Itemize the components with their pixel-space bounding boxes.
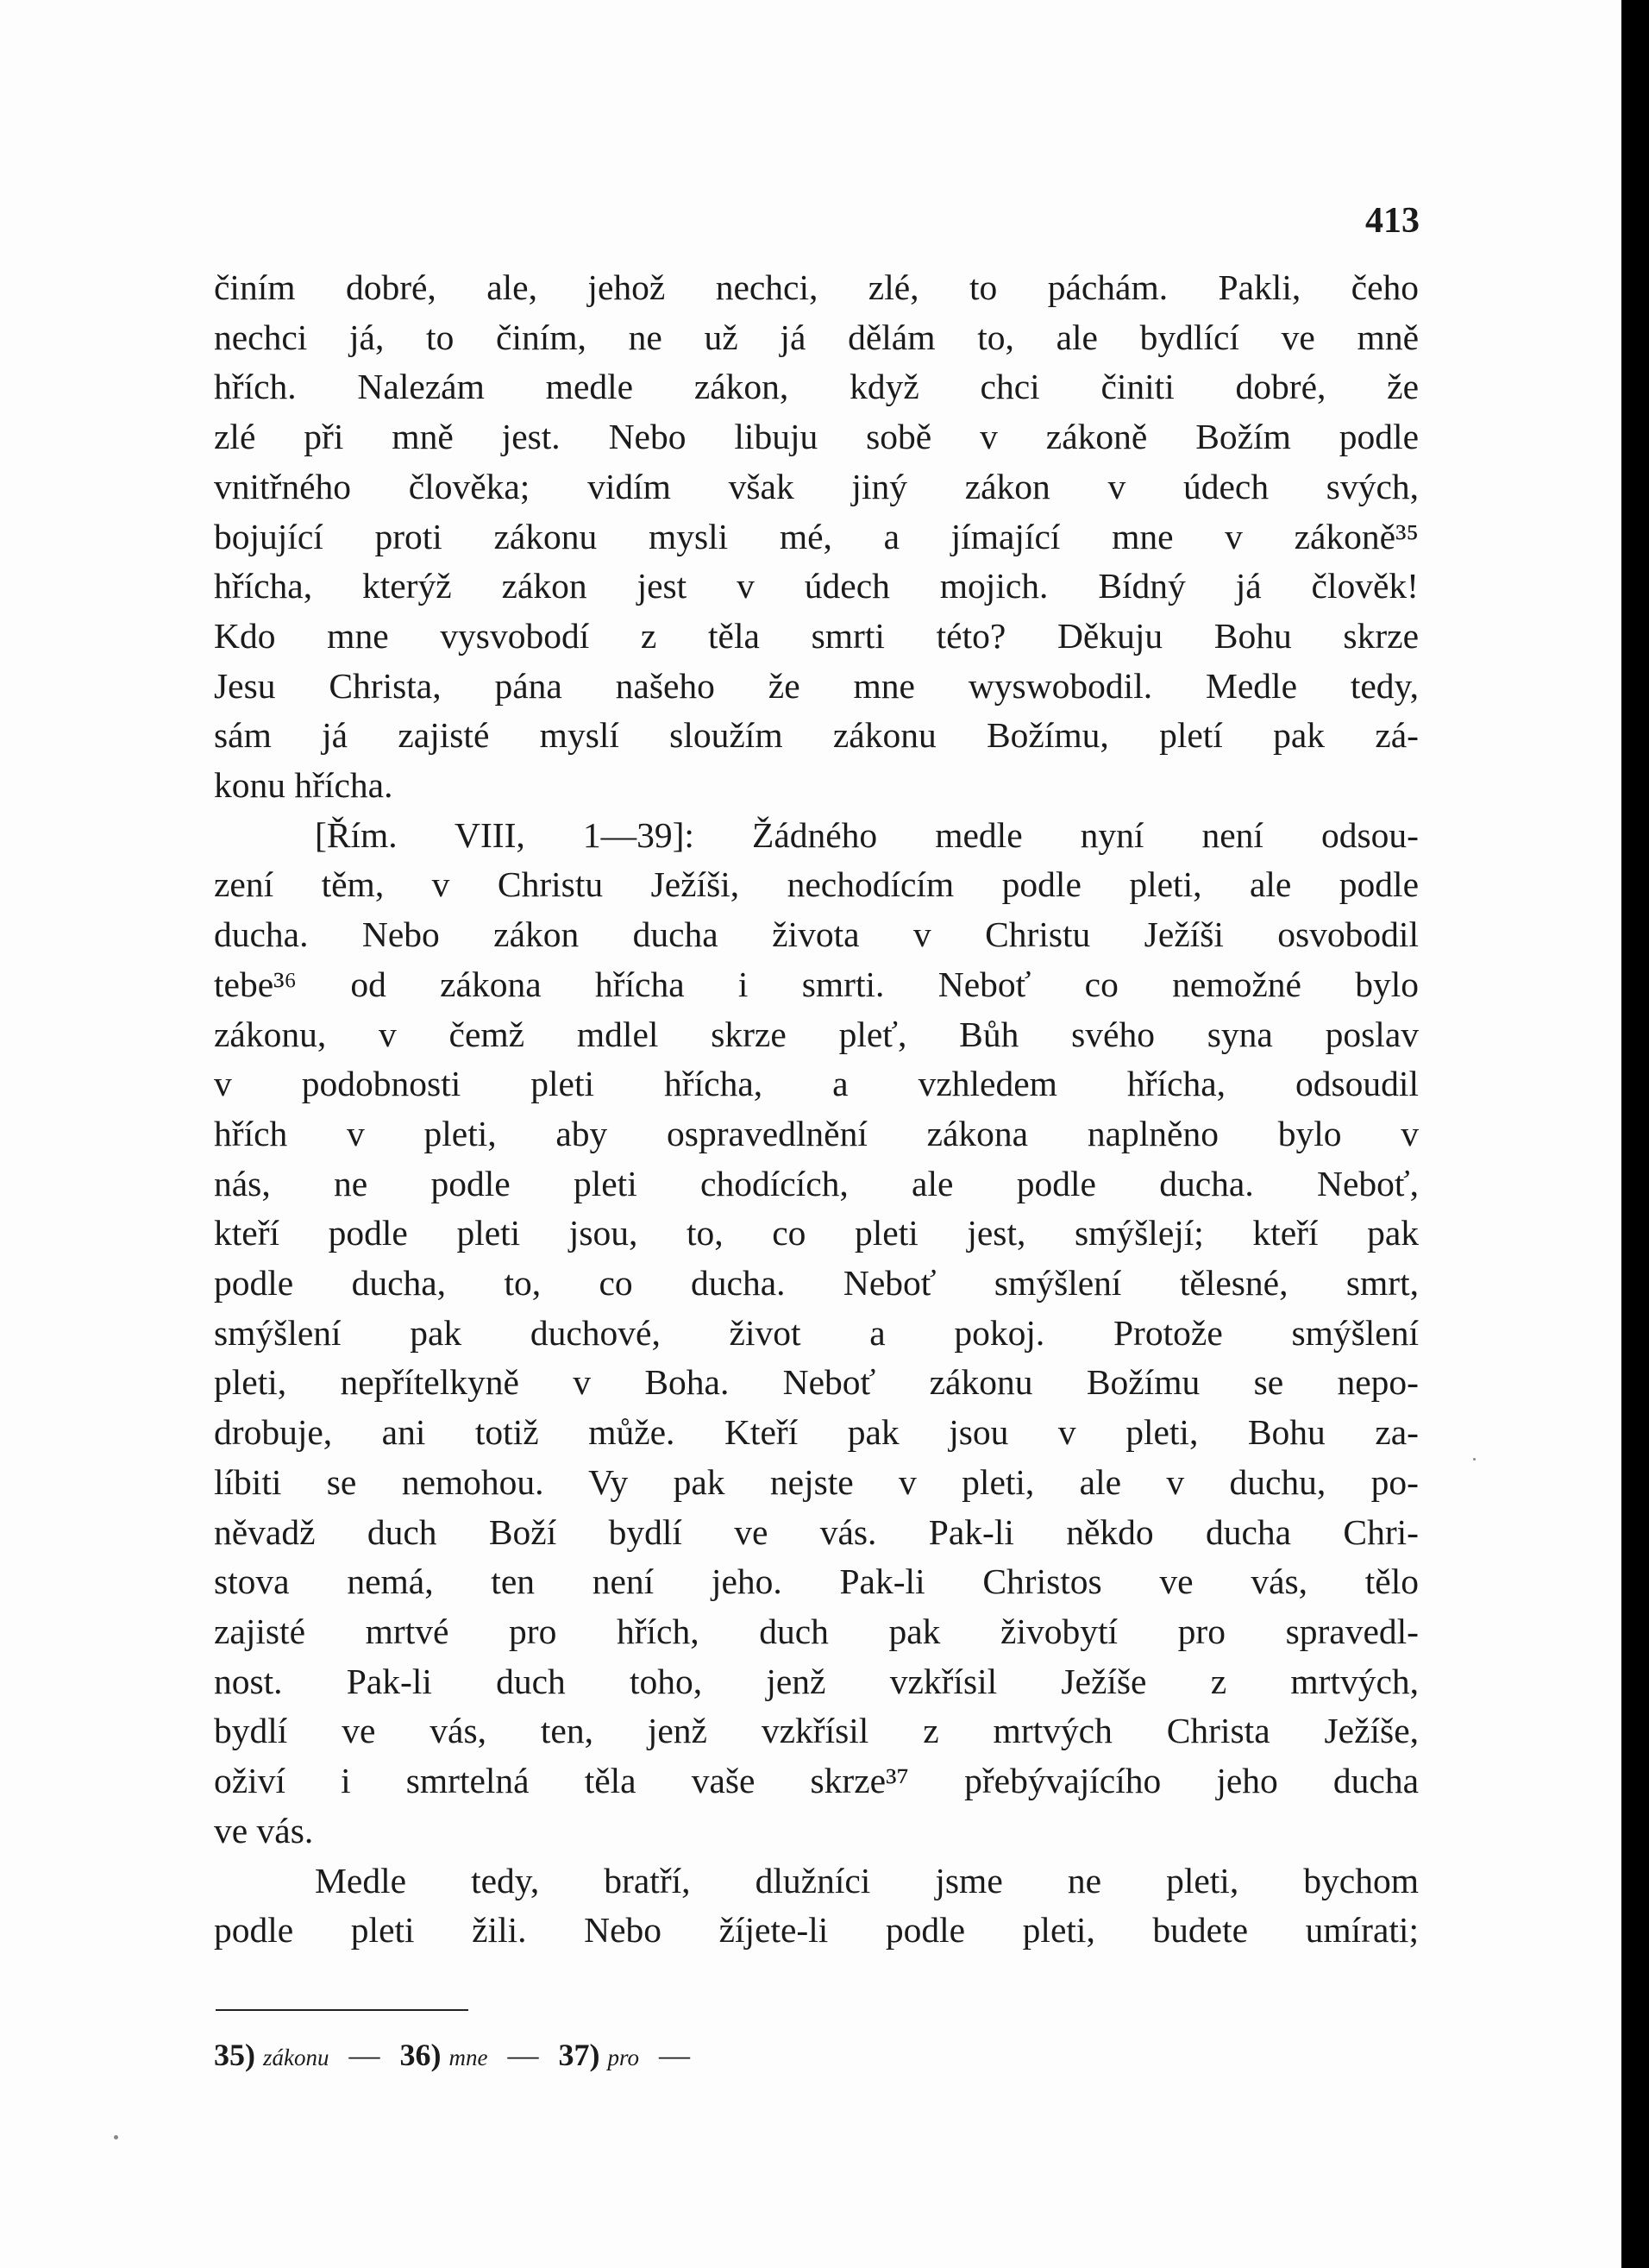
text-line: ducha. Nebo zákon ducha života v Christu Ježíši osvobodil: [214, 914, 1419, 955]
text-line: zajisté mrtvé pro hřích, duch pak živobytí pro spravedl-: [214, 1611, 1419, 1651]
text-line: bojující proti zákonu mysli mé, a jímající mne v zákoně³⁵: [214, 516, 1419, 556]
text-line: zení těm, v Christu Ježíši, nechodícím podle pleti, ale podle: [214, 864, 1419, 905]
footnote-dash: —: [348, 2038, 380, 2072]
footnote-number: 35): [214, 2038, 255, 2072]
text-line: Jesu Christa, pána našeho že mne wyswobodil. Medle tedy,: [214, 665, 1419, 706]
text-line: drobuje, ani totiž může. Kteří pak jsou v pleti, Bohu za-: [214, 1412, 1419, 1453]
text-line: podle ducha, to, co ducha. Neboť smýšlení tělesné, smrt,: [214, 1263, 1419, 1304]
text-line: líbiti se nemohou. Vy pak nejste v pleti, ale v duchu, po-: [214, 1461, 1419, 1502]
footnote-text: mne: [448, 2045, 488, 2070]
footnote-number: 36): [399, 2038, 442, 2072]
footnote-text: zákonu: [263, 2045, 329, 2070]
text-line: nechci já, to činím, ne už já dělám to, ale bydlící ve mně: [214, 317, 1419, 357]
text-line: pleti, nepřítelkyně v Boha. Neboť zákonu Božímu se nepo-: [214, 1362, 1419, 1403]
text-line: podle pleti žili. Nebo žíjete-li podle pleti, budete umírati;: [214, 1910, 1419, 1951]
footnotes: [214, 2034, 702, 2078]
text-line: smýšlení pak duchové, život a pokoj. Protože smýšlení: [214, 1312, 1419, 1353]
footnote-dash: —: [659, 2038, 690, 2072]
text-line: hřích v pleti, aby ospravedlnění zákona naplněno bylo v: [214, 1113, 1419, 1153]
text-line: ve vás.: [214, 1810, 314, 1850]
text-line: stova nemá, ten není jeho. Pak-li Christos ve vás, tělo: [214, 1561, 1419, 1602]
text-line: zlé při mně jest. Nebo libuju sobě v zákoně Božím podle: [214, 417, 1419, 457]
page-number: 413: [1365, 201, 1420, 241]
text-line: bydlí ve vás, ten, jenž vzkřísil z mrtvých Christa Ježíše,: [214, 1711, 1419, 1751]
footnote-divider: [216, 2009, 468, 2011]
text-line: zákonu, v čemž mdlel skrze pleť, Bůh svého syna poslav: [214, 1014, 1419, 1054]
body-text: [214, 263, 1419, 1956]
text-line: Medle tedy, bratří, dlužníci jsme ne pleti, bychom: [315, 1860, 1419, 1900]
text-line: kteří podle pleti jsou, to, co pleti jest, smýšlejí; kteří pak: [214, 1213, 1419, 1253]
footnote-dash: —: [507, 2038, 539, 2072]
text-line: [Řím. VIII, 1—39]: Žádného medle nyní není odsou-: [315, 814, 1419, 855]
paper-speck: [1473, 1458, 1476, 1461]
text-line: oživí i smrtelná těla vaše skrze³⁷ přebývajícího jeho ducha: [214, 1761, 1419, 1801]
paper-speck: [114, 2135, 118, 2139]
text-line: vnitřného člověka; vidím však jiný zákon v údech svých,: [214, 466, 1419, 506]
text-line: nás, ne podle pleti chodících, ale podle ducha. Neboť,: [214, 1163, 1419, 1203]
text-line: nost. Pak-li duch toho, jenž vzkřísil Ježíše z mrtvých,: [214, 1661, 1419, 1701]
text-line: konu hřícha.: [214, 765, 393, 806]
text-line: hřích. Nalezám medle zákon, když chci činiti dobré, že: [214, 367, 1419, 407]
footnote-text: pro: [607, 2045, 639, 2070]
text-line: hřícha, kterýž zákon jest v údech mojich. Bídný já člověk!: [214, 566, 1419, 606]
text-line: tebe³⁶ od zákona hřícha i smrti. Neboť co nemožné bylo: [214, 964, 1419, 1004]
text-line: činím dobré, ale, jehož nechci, zlé, to páchám. Pakli, čeho: [214, 267, 1419, 307]
text-line: Kdo mne vysvobodí z těla smrti této? Děkuju Bohu skrze: [214, 615, 1419, 656]
text-line: sám já zajisté myslí sloužím zákonu Božímu, pletí pak zá-: [214, 715, 1419, 756]
text-line: něvadž duch Boží bydlí ve vás. Pak-li někdo ducha Chri-: [214, 1511, 1419, 1552]
text-line: v podobnosti pleti hřícha, a vzhledem hřícha, odsoudil: [214, 1064, 1419, 1104]
footnote-number: 37): [558, 2038, 600, 2072]
